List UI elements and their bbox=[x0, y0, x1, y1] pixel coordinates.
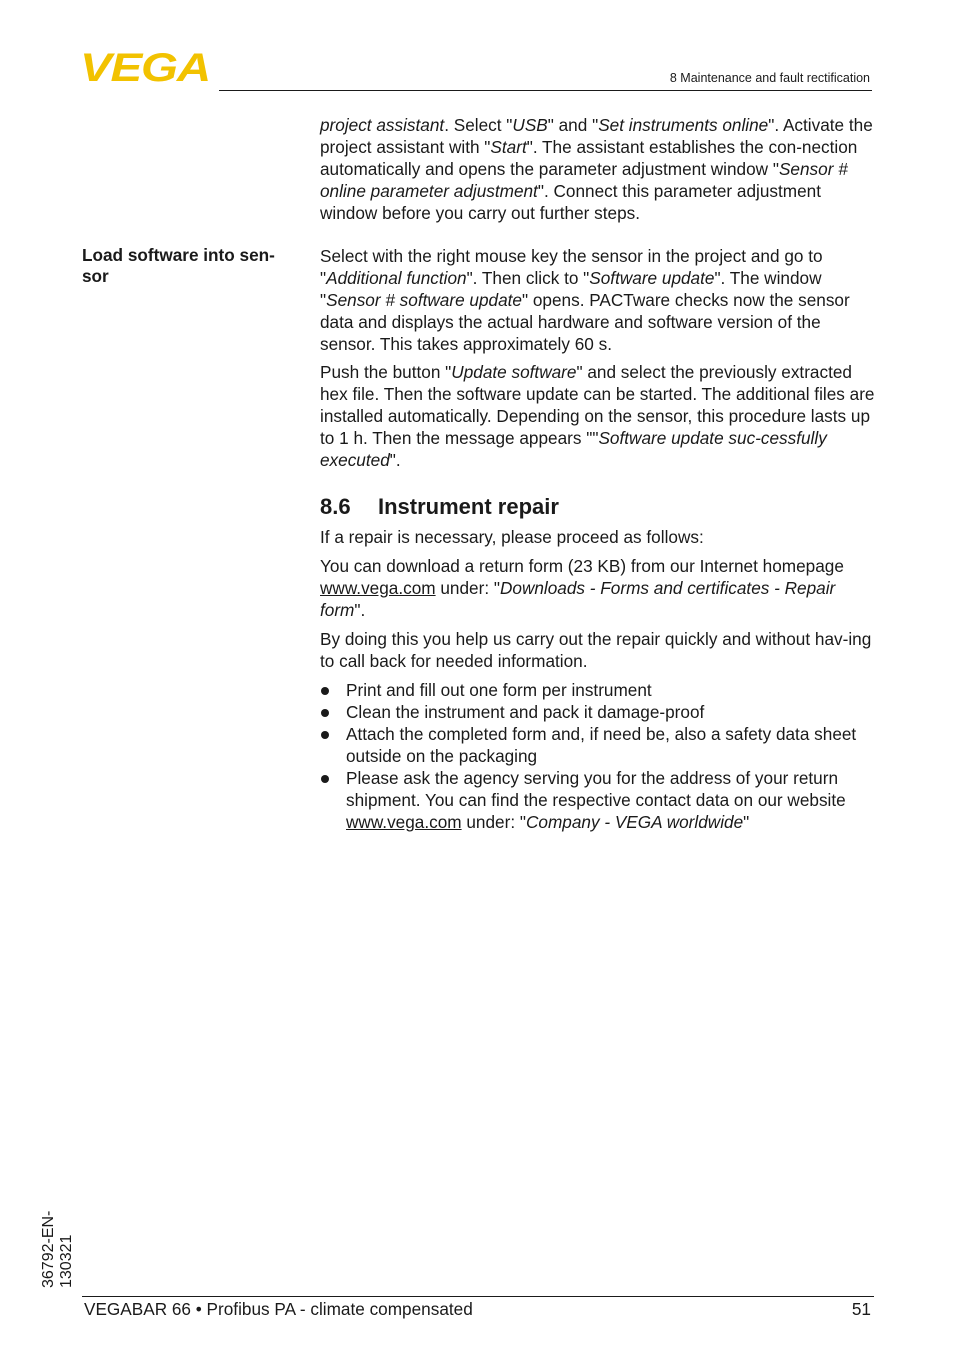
text-run: ". bbox=[389, 450, 401, 470]
emphasis-text: Software update bbox=[589, 268, 715, 288]
text-run: By doing this you help us carry out the repair quickly and without hav-ing to call back for needed information. bbox=[320, 629, 872, 671]
repair-paragraph-1 bbox=[320, 526, 880, 548]
emphasis-text: Downloads - Forms and certificates - Repair form bbox=[320, 578, 836, 620]
bullet-dot bbox=[321, 709, 329, 717]
footer-product-title: VEGABAR 66 • Profibus PA - climate compensated bbox=[84, 1299, 473, 1319]
bullet-item bbox=[320, 767, 880, 833]
bullet-text bbox=[346, 724, 856, 766]
emphasis-text: Sensor # online parameter adjustment bbox=[320, 159, 848, 201]
text-run: Attach the completed form and, if need be, also a safety data sheet outside on the packaging bbox=[346, 724, 857, 766]
emphasis-text: Set instruments online bbox=[598, 115, 769, 135]
website-link[interactable]: www.vega.com bbox=[320, 578, 436, 598]
text-run: Push the button " bbox=[320, 362, 452, 382]
text-run: If a repair is necessary, please proceed as follows: bbox=[320, 527, 704, 547]
bullet-item bbox=[320, 701, 880, 723]
text-run: " bbox=[743, 812, 750, 832]
header-divider bbox=[219, 90, 872, 91]
bullet-text bbox=[346, 768, 846, 832]
emphasis-text: Start bbox=[490, 137, 527, 157]
emphasis-text: project assistant bbox=[320, 115, 445, 135]
emphasis-text: Update software bbox=[451, 362, 577, 382]
bullet-text bbox=[346, 702, 704, 722]
section-number: 8.6 bbox=[320, 494, 351, 519]
vega-logo bbox=[80, 50, 212, 84]
text-run: Please ask the agency serving you for the address of your return shipment. You can find the respective contact data on our website bbox=[346, 768, 846, 810]
emphasis-text: Software update suc-cessfully executed bbox=[320, 428, 827, 470]
text-run: under: " bbox=[461, 812, 526, 832]
emphasis-text: Sensor # software update bbox=[326, 290, 522, 310]
section-heading bbox=[320, 493, 559, 521]
emphasis-text: USB bbox=[512, 115, 548, 135]
text-run: ". The assistant establishes the con-nection automatically and opens the parameter adjustment window " bbox=[320, 137, 858, 179]
bullet-text bbox=[346, 680, 652, 700]
repair-bullet-list bbox=[320, 679, 880, 833]
load-software-paragraph-2 bbox=[320, 361, 880, 471]
bullet-item bbox=[320, 723, 880, 767]
page-number: 51 bbox=[851, 1299, 871, 1319]
text-run: . Select " bbox=[444, 115, 513, 135]
text-run: " and select the previously extracted hex file. Then the software update can be started. The additional files are installed automatically. Depending on the sensor, this procedure lasts up to 1 h. Then the message appears "" bbox=[320, 362, 875, 448]
text-run: ". The window " bbox=[320, 268, 822, 310]
document-id: 36792-EN-130321 bbox=[40, 1210, 75, 1288]
emphasis-text: Additional function bbox=[326, 268, 467, 288]
bullet-dot bbox=[321, 731, 329, 739]
website-link[interactable]: www.vega.com bbox=[346, 812, 462, 832]
bullet-dot bbox=[321, 775, 329, 783]
footer-divider bbox=[82, 1296, 874, 1297]
text-run: Select with the right mouse key the sensor in the project and go to " bbox=[320, 246, 823, 288]
text-run: under: " bbox=[435, 578, 500, 598]
side-label-load-software: Load software into sen-sor bbox=[82, 245, 275, 286]
vega-logo-text: VEGA bbox=[80, 50, 210, 84]
repair-block bbox=[320, 526, 880, 833]
load-software-block bbox=[320, 245, 880, 471]
load-software-paragraph-1 bbox=[320, 245, 880, 355]
text-run: " opens. PACTware checks now the sensor data and displays the actual hardware and software version of the sensor. This takes approximately 60 s. bbox=[320, 290, 850, 354]
intro-block bbox=[320, 114, 880, 224]
bullet-dot bbox=[321, 687, 329, 695]
text-run: ". Then click to " bbox=[466, 268, 590, 288]
repair-paragraph-3 bbox=[320, 628, 880, 672]
emphasis-text: Company - VEGA worldwide bbox=[525, 812, 744, 832]
text-run: Clean the instrument and pack it damage-proof bbox=[346, 702, 705, 722]
text-run: Print and fill out one form per instrument bbox=[346, 680, 652, 700]
repair-paragraph-2 bbox=[320, 555, 880, 621]
text-run: ". Activate the project assistant with " bbox=[320, 115, 873, 157]
text-run: ". Connect this parameter adjustment window before you carry out further steps. bbox=[320, 181, 821, 223]
bullet-item bbox=[320, 679, 880, 701]
intro-paragraph bbox=[320, 114, 880, 224]
header-section-title: 8 Maintenance and fault rectification bbox=[669, 71, 870, 85]
text-run: " and " bbox=[547, 115, 599, 135]
text-run: ". bbox=[354, 600, 366, 620]
text-run: You can download a return form (23 KB) from our Internet homepage bbox=[320, 556, 844, 576]
section-title: Instrument repair bbox=[378, 494, 559, 519]
